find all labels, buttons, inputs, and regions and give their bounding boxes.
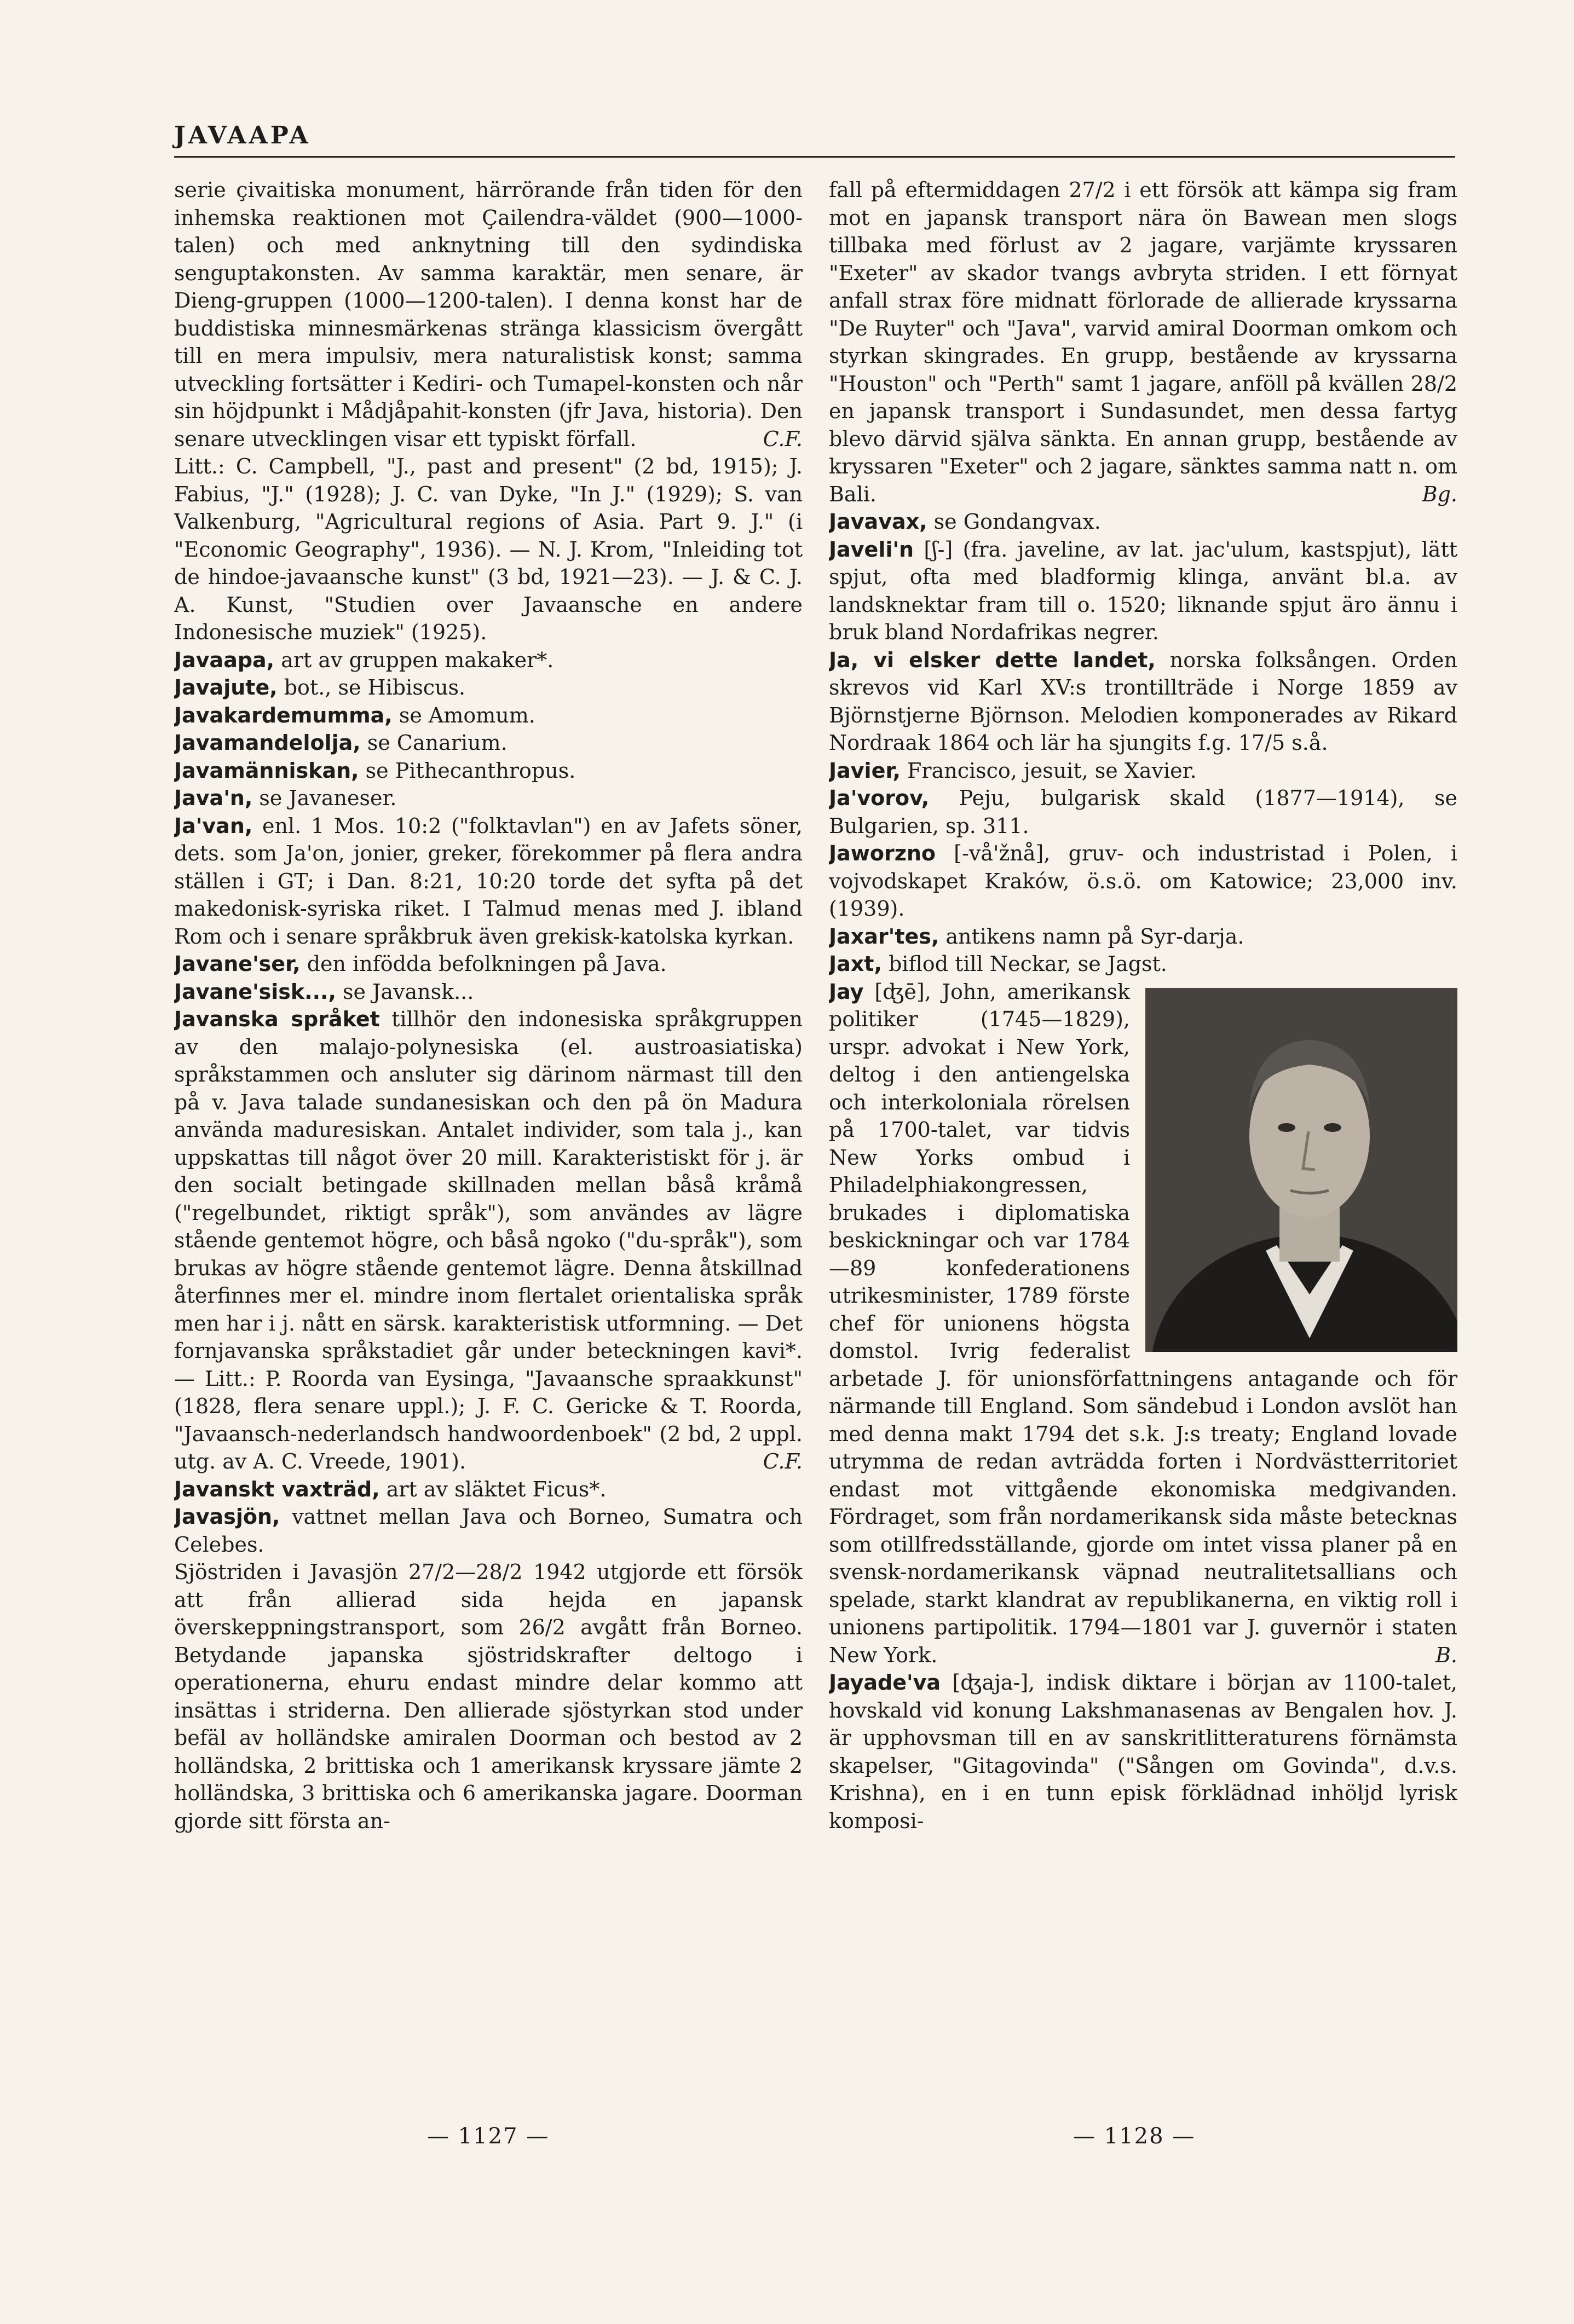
entry-body: se Gondangvax.: [927, 510, 1101, 534]
entry: [174, 674, 803, 702]
entry-body: fall på eftermiddagen 27/2 i ett försök att kämpa sig fram mot en japansk transport nära ön Bawean men slogs tillbaka med förlust av 2 jagare, varjämte kryssaren "Exeter" av skador tvangs avbryta striden. I ett förnyat anfall strax före midnatt förlorade de allierade kryssarna "De Ruyter" och "Java", varvid amiral Doorman omkom och styrkan skingrades. En grupp, bestående av kryssarna "Houston" och "Perth" samt 1 jagare, anföll på kvällen 28/2 en japansk transport i Sundasundet, men dessa fartyg blevo därvid själva sänkta. En annan grupp, bestående av kryssaren "Exeter" och 2 jagare, sänktes samma natt n. om Bali.: [829, 178, 1457, 506]
page-number-left: — 1127 —: [427, 2124, 550, 2149]
entry: [174, 176, 803, 453]
left-entries: [174, 176, 803, 1835]
headword: Javaapa,: [174, 648, 275, 672]
headword: Javane'ser,: [174, 952, 301, 976]
header-rule: [174, 156, 1455, 158]
headword: Jayade'va: [829, 1670, 941, 1695]
headword: Java'n,: [174, 786, 253, 810]
signature: C.F.: [763, 1449, 803, 1473]
running-head: JAVAAPA: [174, 122, 311, 149]
entry-body: antikens namn på Syr-darja.: [939, 924, 1244, 949]
entry-body: [-vå'žnå], gruv- och industristad i Polen, i vojvodskapet Kraków, ö.s.ö. om Katowice; 23,000 inv. (1939).: [829, 841, 1457, 921]
headword: Javanskt vaxträd,: [174, 1477, 380, 1501]
entry-body: Litt.: C. Campbell, "J., past and present" (2 bd, 1915); J. Fabius, "J." (1928); J. C. van Dyke, "In J." (1929); S. van Valkenburg, "Agricultural regions of Asia. Part 9. J." (i "Economic Geography", 1936). — N. J. Krom, "Inleiding tot de hindoe-javaansche kunst" (3 bd, 1921—23). — J. & C. J. A. Kunst, "Studien over Javaansche en andere Indonesische muziek" (1925).: [174, 454, 803, 644]
entry-body: se Canarium.: [360, 731, 508, 755]
entry-body: [ʤaja-], indisk diktare i början av 1100-talet, hovskald vid konung Lakshmanasenas av Bengalen hov. J. är upphovsman till en av sanskritlitteraturens förnämsta skapelser, "Gitagovinda" ("Sången om Govinda", d.v.s. Krishna), en i en tunn episk förklädnad inhöljd lyrisk komposi-: [829, 1670, 1457, 1833]
headword: Ja'van,: [174, 813, 253, 838]
left-column: [174, 176, 803, 2059]
headword: Ja, vi elsker dette landet,: [829, 648, 1156, 672]
headword: Ja'vorov,: [829, 786, 930, 810]
entry: [829, 536, 1457, 646]
entry-body: vattnet mellan Java och Borneo, Sumatra och Celebes.: [174, 1505, 803, 1557]
entry-body: art av gruppen makaker*.: [274, 648, 554, 672]
entry-body: bot., se Hibiscus.: [277, 675, 466, 699]
entry-body: tillhör den indonesiska språkgruppen av den malajo-polynesiska (el. austroasiatiska) språkstammen och ansluter sig därinom närmast till den på v. Java talade sundanesiskan och den på ön Madura använda maduresiskan. Antalet individer, som tala j., kan uppskattas till något över 20 mill. Karakteristiskt för j. är den socialt betingade skillnaden mellan båså kråmå ("regelbundet, riktigt språk"), som användes av lägre stående gentemot högre, och båså ngoko ("du-språk"), som brukas av högre stående gentemot lägre. Denna åtskillnad återfinnes mer el. mindre inom flertalet orientaliska språk men har i j. nått en särsk. karakteristisk utformning. — Det fornjavanska språkstadiet går under beteckningen kavi*. — Litt.: P. Roorda van Eysinga, "Javaansche spraakkunst" (1828, flera senare uppl.); J. F. C. Gericke & T. Roorda, "Javaansch-nederlandsch handwoordenboek" (2 bd, 2 uppl. utg. av A. C. Vreede, 1901).: [174, 1007, 803, 1473]
signature: C.F.: [763, 426, 803, 451]
portrait-john-jay: [1145, 988, 1457, 1352]
entry-body: enl. 1 Mos. 10:2 ("folktavlan") en av Jafets söner, dets. som Ja'on, jonier, greker, förekommer på flera andra ställen i GT; i Dan. 8:21, 10:20 torde det syfta på det makedonisk-syriska riket. I Talmud menas med J. ibland Rom och i senare språkbruk även grekisk-katolska kyrkan.: [174, 813, 803, 949]
right-entries-top: [829, 176, 1457, 978]
entry: [829, 508, 1457, 536]
entry-body: se Pithecanthropus.: [359, 758, 576, 783]
entry-body: den infödda befolkningen på Java.: [300, 952, 667, 976]
headword: Jaxt,: [829, 952, 882, 976]
headword: Jay: [829, 979, 864, 1004]
headword: Javasjön,: [174, 1505, 280, 1529]
entry: [174, 812, 803, 951]
headword: Javier,: [829, 758, 901, 783]
entry: [829, 784, 1457, 840]
entry: [829, 950, 1457, 978]
entry: [829, 176, 1457, 508]
entry-body: Peju, bulgarisk skald (1877—1914), se Bulgarien, sp. 311.: [829, 786, 1457, 838]
headword: Javamandelolja,: [174, 731, 361, 755]
entry-body: se Javansk...: [336, 979, 474, 1004]
entry: [174, 1558, 803, 1835]
entry: [829, 1669, 1457, 1835]
entry-body: art av släktet Ficus*.: [379, 1477, 607, 1501]
entry: [829, 923, 1457, 951]
entry: [829, 757, 1457, 785]
headword: Javamänniskan,: [174, 758, 359, 783]
headword: Jaxar'tes,: [829, 924, 939, 949]
entry: [829, 646, 1457, 757]
headword: Javane'sisk...,: [174, 979, 336, 1004]
right-column: [829, 176, 1457, 2059]
entry: [174, 646, 803, 674]
entry: [174, 978, 803, 1006]
signature: Bg.: [1422, 482, 1457, 506]
headword: Javeli'n: [829, 537, 914, 562]
signature: B.: [1435, 1643, 1457, 1667]
entry-body: [ʤē], John, amerikansk politiker (1745—1829), urspr. advokat i New York, deltog i den antiengelska och interkoloniala rörelsen på 1700-talet, var tidvis New Yorks ombud i Philadelphiakongressen, brukades i diplomatiska beskickningar och var 1784—89 konfederationens utrikesminister, 1789 förste chef för unionens högsta domstol. Ivrig federalist arbetade J. för unionsförfattningens antagande och för närmande till England. Som sändebud i London avslöt han med denna makt 1794 det s.k. J:s treaty; England lovade utrymma de redan avträdda forten i Nordvästterritoriet endast mot vittgående ekonomiska medgivanden. Fördraget, som från nordamerikansk sida måste betecknas som otillfredsställande, gjorde om intet vissa planer på en svensk-nordamerikansk väpnad neutralitetsallians och spelade, starkt klandrat av republikanerna, en viktig roll i unionens partipolitik. 1794—1801 var J. guvernör i staten New York.: [829, 979, 1457, 1667]
headword: Javakardemumma,: [174, 703, 393, 727]
entry-body: [ʃ-] (fra. javeline, av lat. jac'ulum, kastspjut), lätt spjut, ofta med bladformig klinga, använt bl.a. av landsknektar fram till o. 1520; liknande spjut äro ännu i bruk bland Nordafrikas negrer.: [829, 537, 1457, 644]
entry-body: Francisco, jesuit, se Xavier.: [900, 758, 1197, 783]
entry: [174, 729, 803, 757]
page-number-right: — 1128 —: [1073, 2124, 1196, 2149]
entry-body: norska folksången. Orden skrevos vid Karl XV:s trontillträde i Norge 1859 av Björnstjerne Björnson. Melodien komponerades av Rikard Nordraak 1864 och lär ha sjungits f.g. 17/5 s.å.: [829, 648, 1457, 755]
entry: [174, 950, 803, 978]
entry-body: se Javaneser.: [252, 786, 397, 810]
entry: [174, 757, 803, 785]
entry: [174, 702, 803, 730]
entry: [829, 840, 1457, 923]
headword: Javavax,: [829, 510, 927, 534]
headword: Javajute,: [174, 675, 278, 699]
entry: [174, 1005, 803, 1476]
entry-body: se Amomum.: [392, 703, 535, 727]
right-entries-bottom: [829, 1669, 1457, 1835]
entry-body: serie çivaitiska monument, härrörande från tiden för den inhemska reaktionen mot Çailendra-väldet (900—1000-talen) och med anknytning till den sydindiska senguptakonsten. Av samma karaktär, men senare, är Dieng-gruppen (1000—1200-talen). I denna konst har de buddistiska minnesmärkenas stränga klassicism övergått till en mera impulsiv, mera naturalistisk konst; samma utveckling fortsätter i Kediri- och Tumapel-konsten och når sin höjdpunkt i Mådjåpahit-konsten (jfr Java, historia). Den senare utvecklingen visar ett typiskt förfall.: [174, 178, 803, 451]
entry-body: Sjöstriden i Javasjön 27/2—28/2 1942 utgjorde ett försök att från allierad sida hejda en japansk överskeppningstransport, som 26/2 avgått från Borneo. Betydande japanska sjöstridskrafter deltogo i operationerna, ehuru endast mindre delar kommo att insättas i striderna. Den allierade sjöstyrkan stod under befäl av holländske amiralen Doorman och bestod av 2 holländska, 2 brittiska och 1 amerikansk kryssare jämte 2 holländska, 3 brittiska och 6 amerikanska jagare. Doorman gjorde sitt första an-: [174, 1560, 803, 1833]
entry-body: biflod till Neckar, se Jagst.: [881, 952, 1167, 976]
entry: [174, 1476, 803, 1504]
entry: [174, 1503, 803, 1558]
entry: [174, 784, 803, 812]
entry-jay: [829, 978, 1457, 1669]
entry: [174, 453, 803, 646]
headword: Javanska språket: [174, 1007, 380, 1031]
headword: Jaworzno: [829, 841, 936, 865]
